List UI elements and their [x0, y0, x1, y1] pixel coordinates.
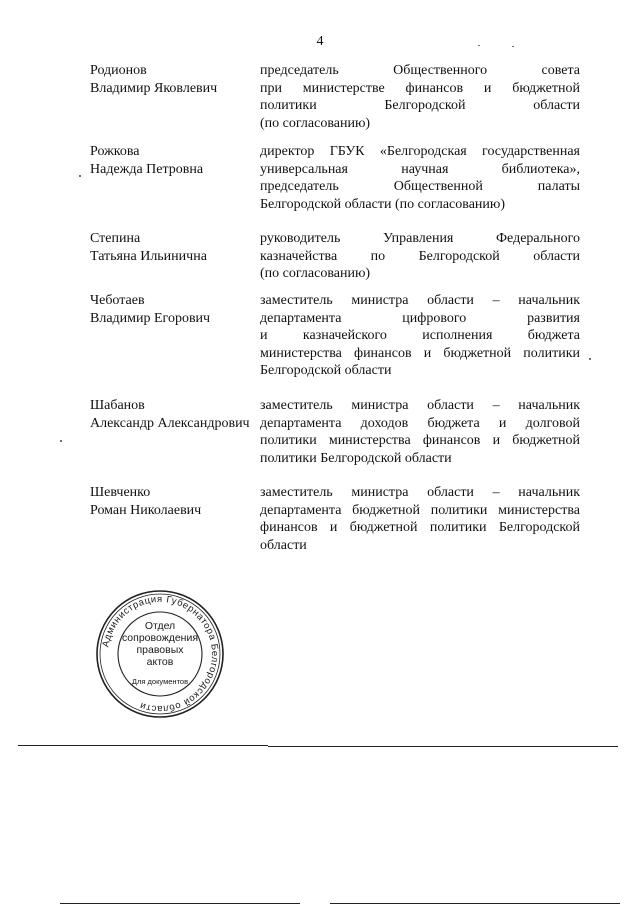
position-line: председатель Общественного совета — [260, 63, 580, 78]
member-position — [260, 397, 580, 467]
stamp-center — [94, 588, 226, 720]
position-line: (по согласованию) — [260, 115, 371, 131]
position-line: при министерстве финансов и бюджетной — [260, 80, 580, 96]
position-line: министерства финансов и бюджетной политики — [260, 345, 580, 361]
position-line: Белгородской области (по согласованию) — [260, 196, 506, 212]
scan-speck — [60, 440, 62, 442]
stamp-line-1: Отдел — [144, 620, 176, 632]
stamp-bottom-text: Для документов — [131, 677, 189, 686]
official-stamp — [94, 588, 226, 720]
position-line: заместитель министра области – начальник — [260, 398, 580, 413]
stamp-line-3: правовых — [136, 644, 184, 656]
member-position — [260, 62, 580, 132]
position-line: председатель Общественной палаты — [260, 179, 580, 194]
scan-speck — [478, 45, 480, 46]
position-line: и казначейского исполнения бюджета — [260, 328, 580, 343]
stamp-line-4: актов — [146, 656, 174, 668]
member-position — [260, 230, 580, 283]
position-line: казначейства по Белгородской области — [260, 248, 580, 264]
position-line: политики министерства финансов и бюджетной — [260, 433, 580, 448]
position-line: директор ГБУК «Белгородская государственная — [260, 144, 580, 159]
member-position — [260, 143, 580, 213]
position-line: руководитель Управления Федерального — [260, 231, 580, 246]
bottom-rule-right — [268, 746, 618, 747]
position-line: департамента доходов бюджета и долговой — [260, 415, 580, 431]
page-number: 4 — [316, 34, 324, 49]
stamp-line-2: сопровождения — [121, 632, 199, 644]
footer-rule-left — [60, 903, 300, 904]
scan-speck — [589, 358, 591, 360]
stamp-ring-text: Администрация Губернатора Белгородской области — [100, 593, 221, 715]
position-line: (по согласованию) — [260, 266, 371, 281]
position-line: департамента цифрового развития — [260, 310, 580, 326]
footer-rule-right — [330, 903, 620, 904]
member-name: Рожкова Надежда Петровна — [90, 144, 204, 177]
scan-speck — [512, 46, 514, 47]
member-name: Шабанов Александр Александрович — [90, 398, 250, 431]
position-line: политики Белгородской области — [260, 450, 452, 466]
position-line: области — [260, 537, 307, 553]
member-name: Чеботаев Владимир Егорович — [90, 293, 211, 326]
member-position — [260, 484, 580, 554]
position-line: финансов и бюджетной политики Белгородской — [260, 520, 580, 535]
member-position — [260, 292, 580, 380]
member-name: Родионов Владимир Яковлевич — [90, 63, 218, 96]
bottom-rule-left — [18, 745, 268, 746]
position-line: универсальная научная библиотека», — [260, 161, 580, 177]
member-name: Шевченко Роман Николаевич — [90, 485, 202, 518]
position-line: заместитель министра области – начальник — [260, 293, 580, 308]
position-line: заместитель министра области – начальник — [260, 485, 580, 500]
member-name: Степина Татьяна Ильинична — [90, 231, 207, 264]
position-line: департамента бюджетной политики министерства — [260, 502, 580, 518]
position-line: политики Белгородской области — [260, 98, 580, 113]
scan-speck — [79, 175, 81, 177]
position-line: Белгородской области — [260, 363, 392, 378]
